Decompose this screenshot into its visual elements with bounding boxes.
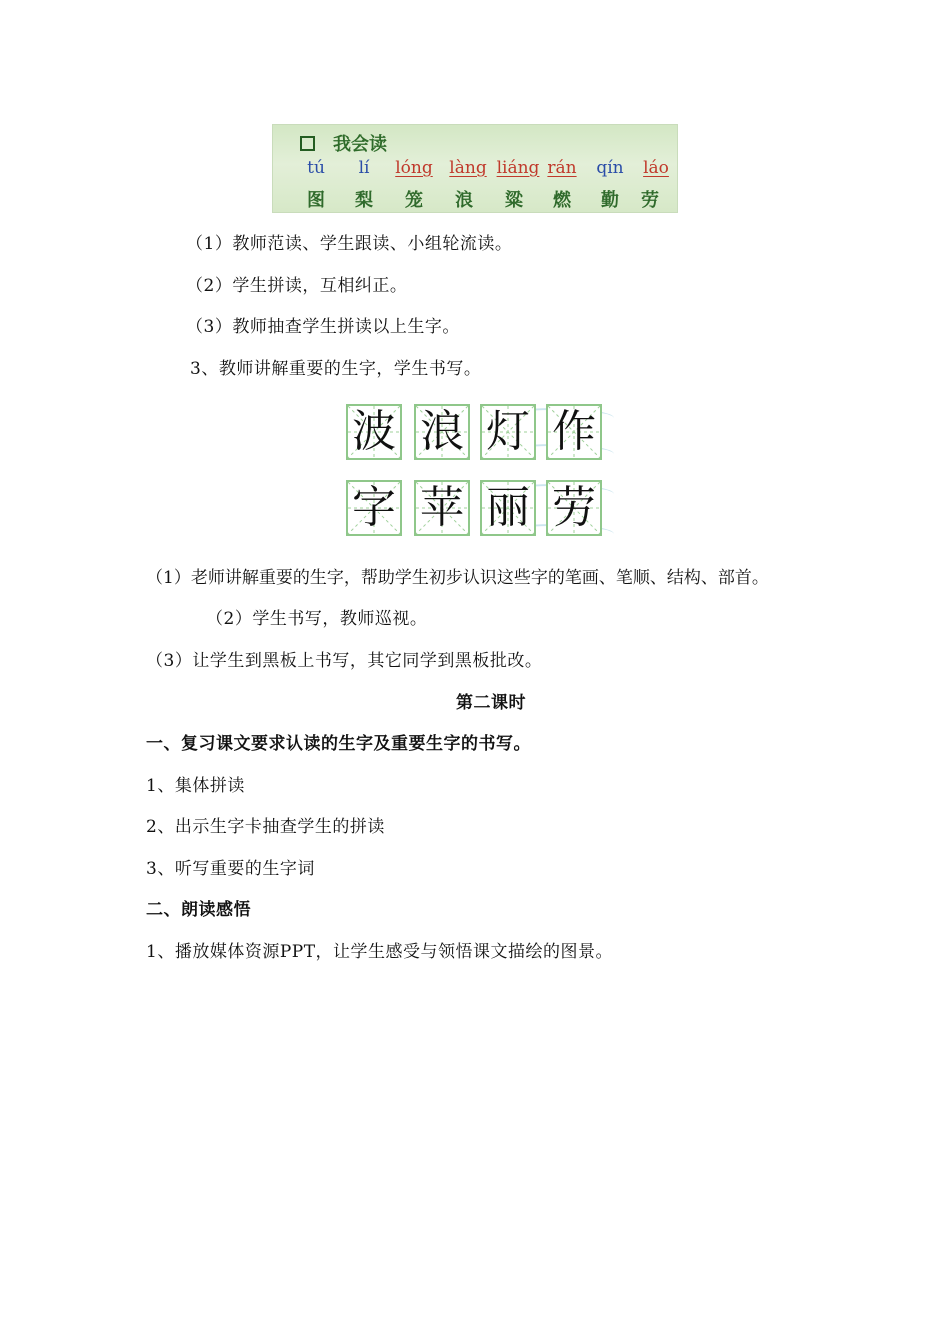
pinyin-item: tú (307, 158, 325, 178)
char-cell (480, 404, 536, 460)
section-heading-review: 一、复习课文要求认读的生字及重要生字的书写。 (146, 734, 531, 754)
char-glyph: 丽 (486, 482, 530, 533)
pinyin-item: láo (643, 158, 669, 178)
pinyin-item: làng (449, 158, 487, 178)
char-cell (546, 480, 602, 536)
char-glyph: 灯 (486, 406, 530, 457)
hanzi-item: 燃 (553, 190, 571, 211)
step-blackboard: （3）让学生到黑板上书写，其它同学到黑板批改。 (146, 651, 543, 671)
review-item-dictation: 3、听写重要的生字词 (146, 859, 315, 879)
review-item-flashcards: 2、出示生字卡抽查学生的拼读 (146, 817, 385, 837)
reading-card (272, 124, 678, 213)
pinyin-item: lí (358, 158, 370, 178)
reading-item-media: 1、播放媒体资源PPT，让学生感受与领悟课文描绘的图景。 (146, 942, 614, 962)
reading-card-title-text: 我会读 (333, 134, 387, 155)
hanzi-item: 笼 (405, 190, 423, 211)
char-glyph: 浪 (420, 406, 464, 457)
review-item-group-reading: 1、集体拼读 (146, 776, 245, 796)
char-glyph: 字 (352, 482, 396, 533)
char-cell (414, 480, 470, 536)
hanzi-item: 勤 (601, 190, 619, 211)
pinyin-item: lóng (395, 158, 433, 178)
step-teacher-reading: （1）教师范读、学生跟读、小组轮流读。 (186, 234, 513, 254)
step-explain-strokes: （1）老师讲解重要的生字，帮助学生初步认识这些字的笔画、笔顺、结构、部首。 (146, 568, 769, 588)
char-cell (414, 404, 470, 460)
hanzi-item: 浪 (455, 190, 473, 211)
char-cell (480, 480, 536, 536)
character-writing-grid (344, 400, 614, 548)
step-explain-write: 3、教师讲解重要的生字，学生书写。 (190, 359, 482, 379)
step-spot-check: （3）教师抽查学生拼读以上生字。 (186, 317, 460, 337)
char-cell (346, 480, 402, 536)
char-glyph: 苹 (420, 482, 464, 533)
reading-card-title (300, 130, 387, 156)
pinyin-item: rán (547, 158, 577, 178)
step-student-reading: （2）学生拼读，互相纠正。 (186, 276, 408, 296)
hanzi-item: 梨 (355, 190, 373, 211)
pinyin-item: liáng (496, 158, 540, 178)
char-glyph: 波 (352, 406, 396, 457)
char-glyph: 劳 (552, 482, 596, 533)
pinyin-item: qín (596, 158, 624, 178)
char-glyph: 作 (552, 406, 596, 457)
checkbox-square-icon (300, 136, 315, 151)
hanzi-item: 图 (307, 190, 325, 211)
hanzi-item: 粱 (505, 190, 523, 211)
char-cell (346, 404, 402, 460)
hanzi-item: 劳 (641, 190, 659, 211)
char-cell (546, 404, 602, 460)
section-heading-reading: 二、朗读感悟 (146, 900, 251, 920)
step-student-writing: （2）学生书写，教师巡视。 (206, 609, 428, 629)
lesson-heading: 第二课时 (456, 693, 526, 713)
